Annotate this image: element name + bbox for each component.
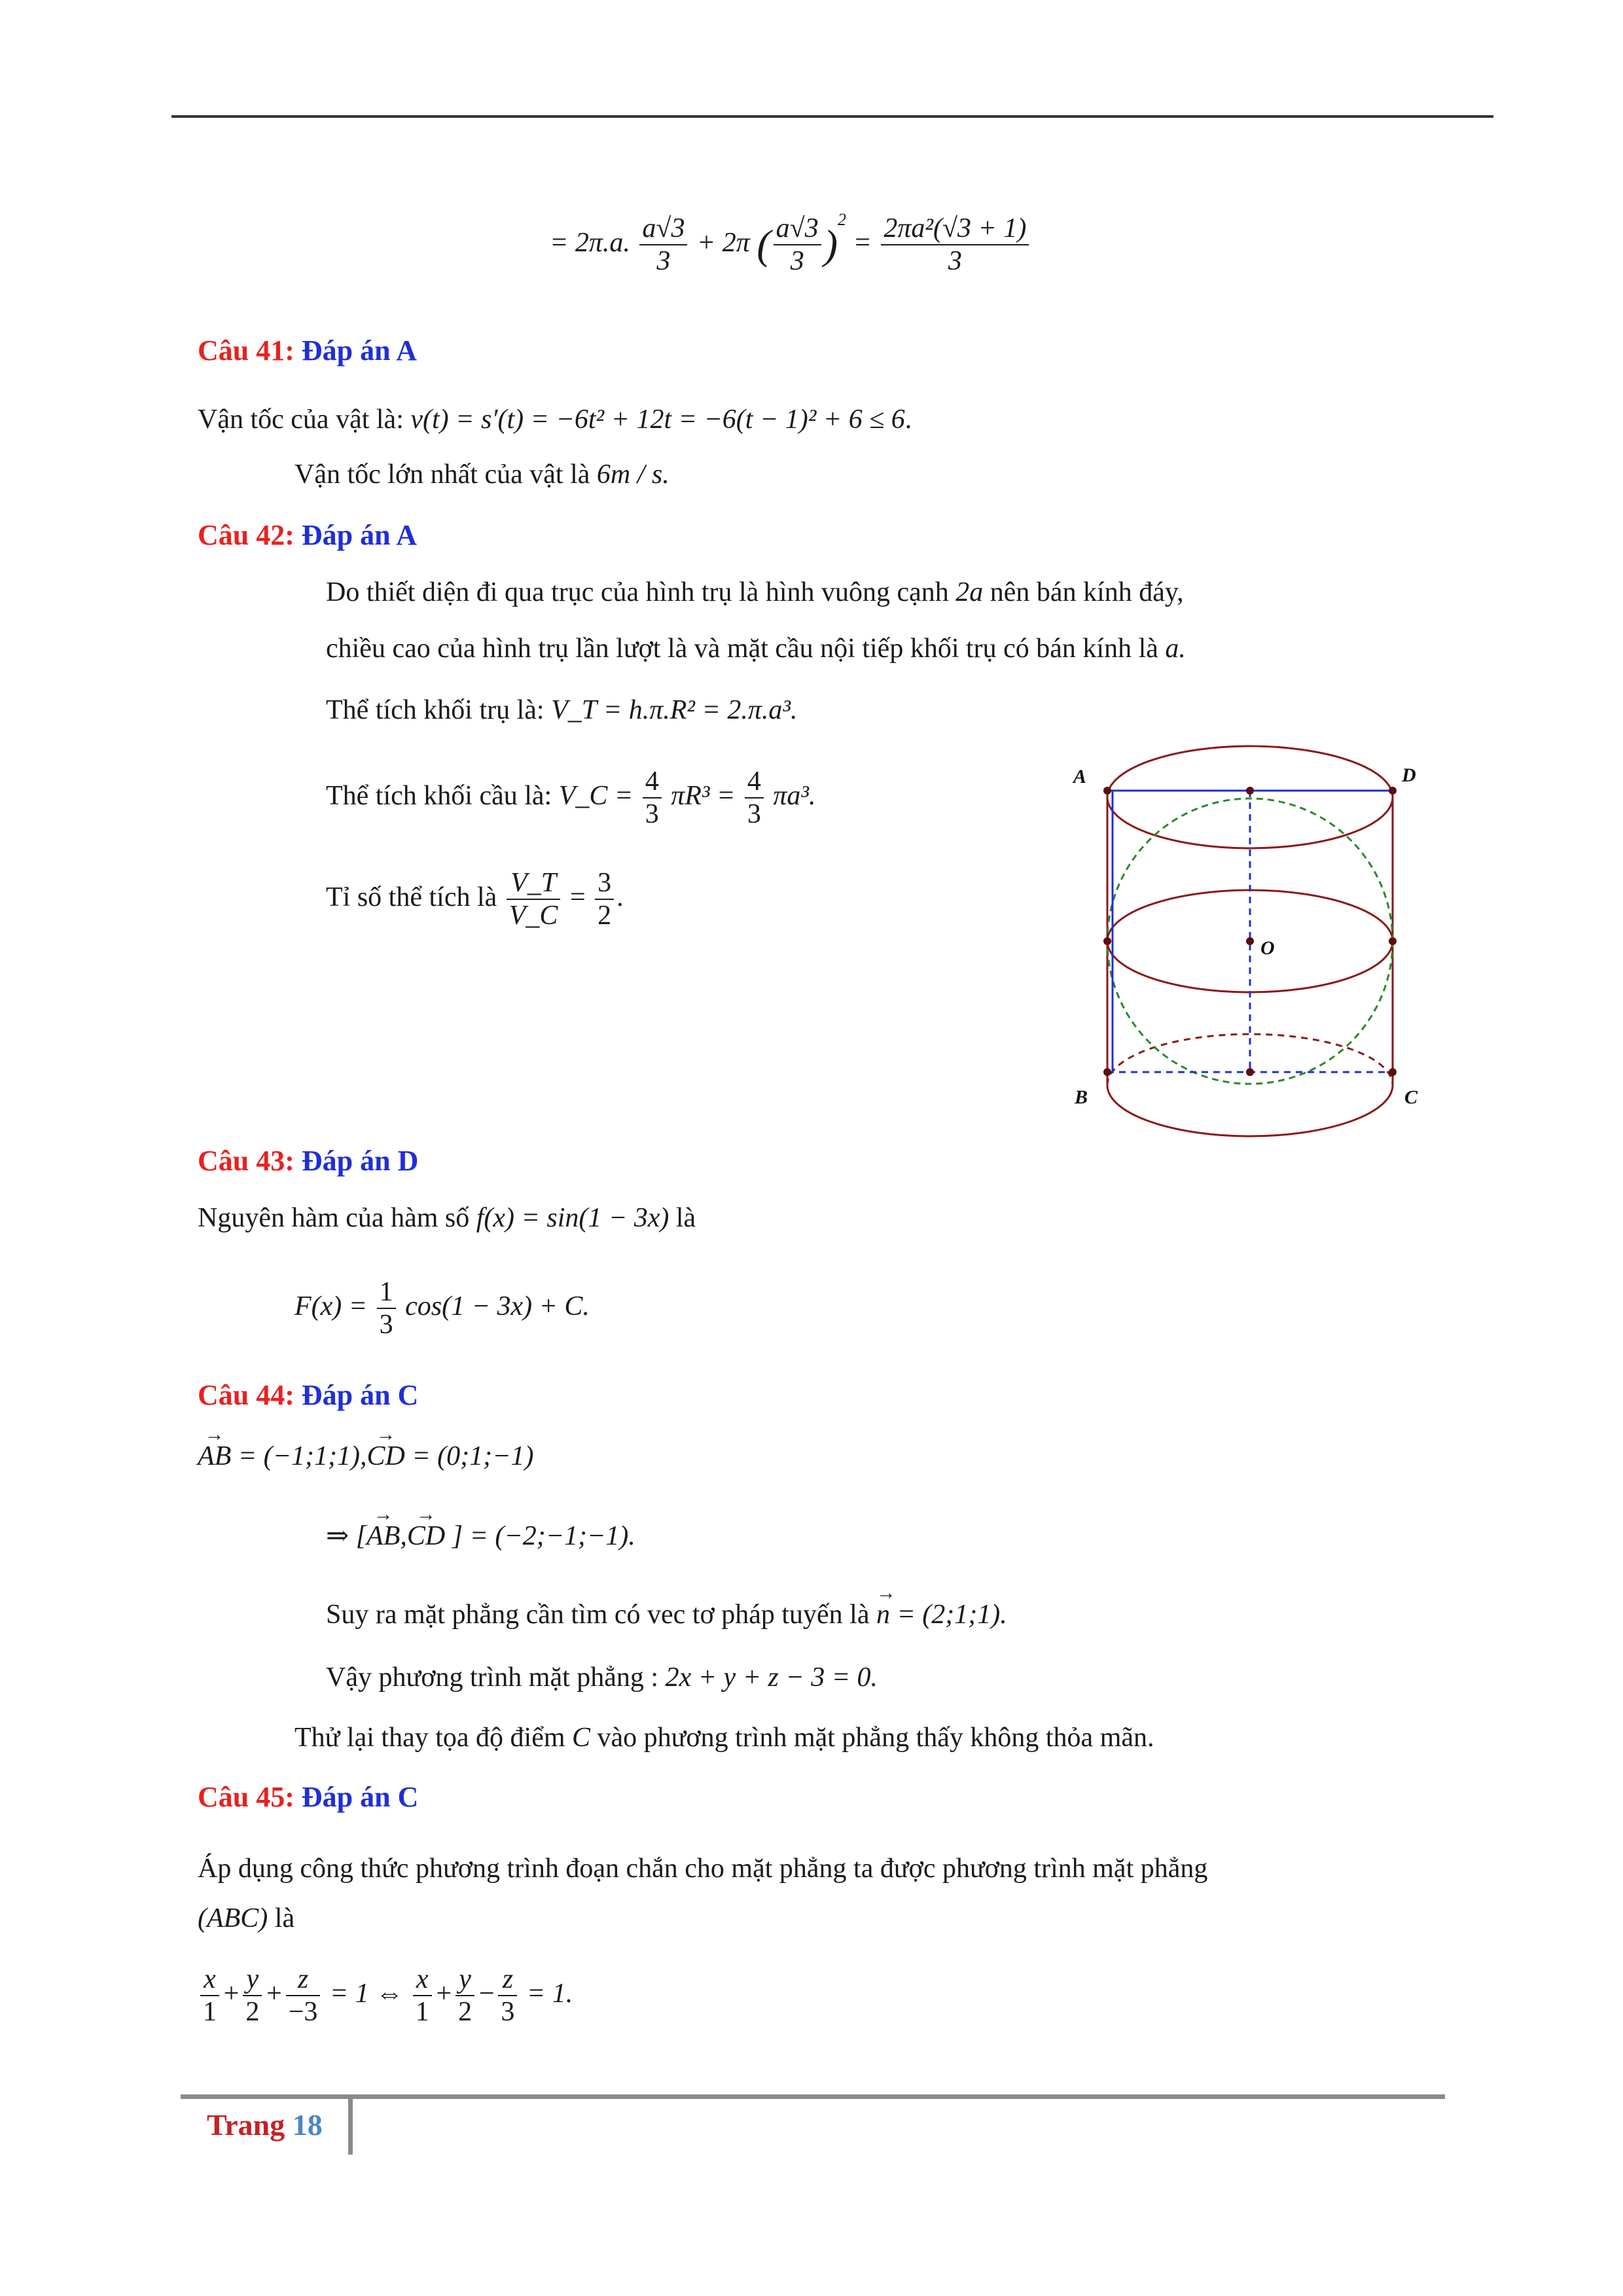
label-b: B — [1075, 1086, 1088, 1108]
bottom-ellipse-front — [1107, 1085, 1393, 1136]
q44-line5: Thử lại thay tọa độ điểm C vào phương trình mặt phẳng thấy không thỏa mãn. — [294, 1723, 1154, 1753]
point-a — [1103, 787, 1111, 795]
q43-antiderivative: F(x) = $\frac{1}{3}$ cos(1 − 3x) + C. — [294, 1277, 590, 1340]
q44-heading: Câu 44: Đáp án C — [198, 1379, 419, 1411]
q43-line1: Nguyên hàm của hàm số f(x) = sin(1 − 3x) là — [198, 1203, 696, 1233]
label-a: A — [1073, 766, 1087, 787]
point-mid-right — [1389, 937, 1397, 945]
q44-line4: Vậy phương trình mặt phẳng : 2x + y + z − 3 = 0. — [326, 1662, 878, 1693]
vector-ab-cross: → AB — [366, 1520, 400, 1552]
point-b — [1103, 1068, 1111, 1076]
q45-equation: $\frac{x}{1}$ + $\frac{y}{2}$ + $\frac{z}{-3}$ = 1 ⇔ $\frac{x}{1}$ + $\frac{y}{2}$ − $\frac{z}{3}$ = 1. — [198, 1964, 573, 2028]
point-top-center — [1246, 787, 1254, 795]
vector-cd-cross: → CD — [407, 1520, 445, 1552]
page-number: Trang 18 — [207, 2108, 323, 2142]
vector-ab: → AB — [198, 1440, 231, 1473]
q41-heading: Câu 41: Đáp án A — [198, 334, 417, 367]
point-d — [1389, 787, 1397, 795]
q41-line2: Vận tốc lớn nhất của vật là 6m / s. — [294, 459, 669, 490]
label-o: O — [1260, 937, 1275, 959]
label-c: C — [1404, 1086, 1418, 1108]
top-formula: = 2π.a. $\frac{a√3}{3}$ + 2π ( $\frac{a√3}{3}$ )$^2$ = $\frac{\text{2πa²(√3 + 1)}}{3}$ — [550, 209, 1031, 278]
point-c — [1389, 1068, 1397, 1076]
q42-ratio: Tỉ số thể tích là $\frac{V\_T}{V\_C}$ = $\frac{3}{2}$ . — [326, 868, 624, 931]
point-mid-left — [1103, 937, 1111, 945]
q45-heading: Câu 45: Đáp án C — [198, 1781, 419, 1813]
footer-rule — [181, 2094, 1445, 2099]
cylinder-sphere-figure — [1060, 733, 1427, 1152]
q42-para2: chiều cao của hình trụ lần lượt là và mặt cầu nội tiếp khối trụ có bán kính là a. — [326, 634, 1186, 664]
q42-vt: Thể tích khối trụ là: V_T = h.π.R² = 2.π.a³. — [326, 695, 798, 725]
q42-heading: Câu 42: Đáp án A — [198, 519, 417, 551]
point-o — [1246, 937, 1254, 945]
vector-cd: → CD — [366, 1440, 404, 1473]
q45-para2: (ABC) là — [198, 1903, 295, 1933]
q45-para1: Áp dụng công thức phương trình đoạn chắn cho mặt phẳng ta được phương trình mặt phẳng — [198, 1854, 1208, 1884]
point-bottom-center — [1246, 1068, 1254, 1076]
q42-vc: Thể tích khối cầu là: V_C = $\frac{4}{3}$ πR³ = $\frac{4}{3}$ πa³. — [326, 766, 816, 830]
label-d: D — [1402, 764, 1416, 786]
q42-para1: Do thiết diện đi qua trục của hình trụ là hình vuông cạnh 2a nên bán kính đáy, — [326, 577, 1184, 607]
q44-line3: Suy ra mặt phẳng cần tìm có vec tơ pháp tuyến là → n = (2;1;1). — [326, 1598, 1007, 1631]
footer-divider — [348, 2098, 353, 2155]
q44-line2: ⇒ [→ AB,→ CD ] = (−2;−1;−1). — [326, 1520, 635, 1552]
q44-line1: → AB = (−1;1;1),→ CD = (0;1;−1) — [198, 1440, 533, 1473]
q43-heading: Câu 43: Đáp án D — [198, 1145, 419, 1177]
q41-line1: Vận tốc của vật là: v(t) = s′(t) = −6t² + 12t = −6(t − 1)² + 6 ≤ 6. — [198, 404, 912, 435]
header-rule — [171, 115, 1493, 118]
normal-vector: → n — [876, 1598, 890, 1631]
